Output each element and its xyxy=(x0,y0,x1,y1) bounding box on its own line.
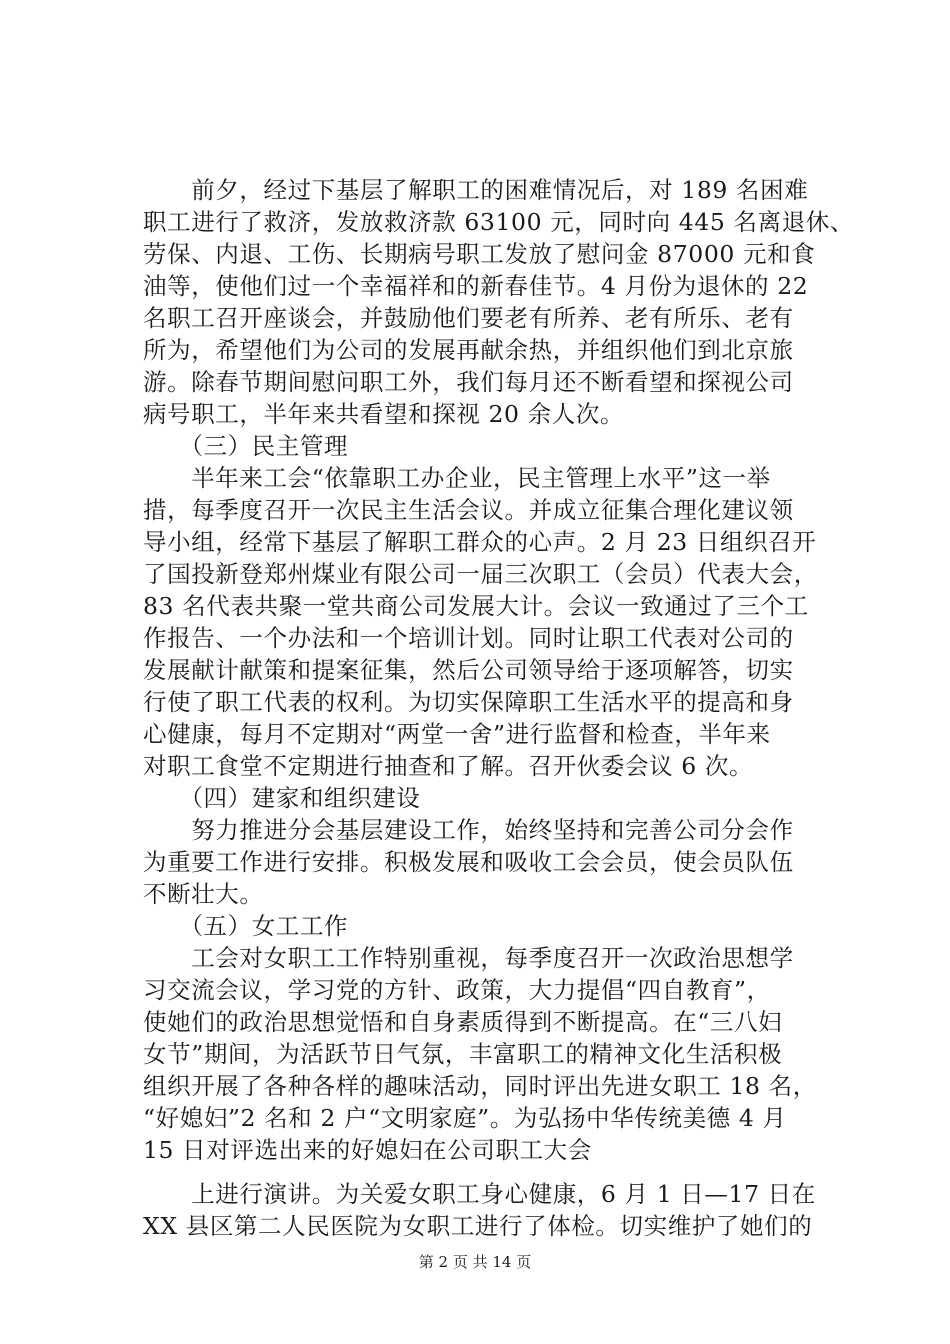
text-line: 了国投新登郑州煤业有限公司一届三次职工（会员）代表大会， xyxy=(143,560,818,588)
text-line: “好媳妇”2 名和 2 户“文明家庭”。为弘扬中华传统美德 4 月 xyxy=(143,1104,787,1132)
text-line: 工会对女职工工作特别重视，每季度召开一次政治思想学 xyxy=(143,944,794,972)
page-number: 第 2 页 共 14 页 xyxy=(418,1253,532,1271)
text-line: 措，每季度召开一次民主生活会议。并成立征集合理化建议领 xyxy=(143,496,794,524)
text-line: XX 县区第二人民医院为女职工进行了体检。切实维护了她们的 xyxy=(143,1212,813,1240)
text-line: 上进行演讲。为关爱女职工身心健康，6 月 1 日—17 日在 xyxy=(143,1180,816,1208)
text-line: 行使了职工代表的权利。为切实保障职工生活水平的提高和身 xyxy=(143,688,794,716)
text-line: 习交流会议，学习党的方针、政策，大力提倡“四自教育”， xyxy=(143,976,771,1004)
text-line: 使她们的政治思想觉悟和自身素质得到不断提高。在“三八妇 xyxy=(143,1008,783,1036)
text-line: 游。除春节期间慰问职工外，我们每月还不断看望和探视公司 xyxy=(143,368,794,396)
text-line: 15 日对评选出来的好媳妇在公司职工大会 xyxy=(143,1136,592,1164)
section-heading: （五）女工工作 xyxy=(143,912,349,940)
text-line: 女节”期间，为活跃节日气氛，丰富职工的精神文化生活积极 xyxy=(143,1040,783,1068)
text-line: 作报告、一个办法和一个培训计划。同时让职工代表对公司的 xyxy=(143,624,794,652)
text-line: 对职工食堂不定期进行抽查和了解。召开伙委会议 6 次。 xyxy=(143,752,754,780)
text-line: 名职工召开座谈会，并鼓励他们要老有所养、老有所乐、老有 xyxy=(143,304,794,332)
text-line: 努力推进分会基层建设工作，始终坚持和完善公司分会作 xyxy=(143,816,794,844)
section-heading: （三）民主管理 xyxy=(143,432,349,460)
text-line: 职工进行了救济，发放救济款 63100 元，同时向 445 名离退休、 xyxy=(143,208,854,236)
text-line: 油等，使他们过一个幸福祥和的新春佳节。4 月份为退休的 22 xyxy=(143,272,809,300)
text-line: 心健康，每月不定期对“两堂一舍”进行监督和检查，半年来 xyxy=(143,720,771,748)
text-line: 组织开展了各种各样的趣味活动，同时评出先进女职工 18 名， xyxy=(143,1072,817,1100)
text-line: 为重要工作进行安排。积极发展和吸收工会会员，使会员队伍 xyxy=(143,848,794,876)
text-line: 不断壮大。 xyxy=(143,880,264,908)
text-line: 83 名代表共聚一堂共商公司发展大计。会议一致通过了三个工 xyxy=(143,592,809,620)
text-line: 所为，希望他们为公司的发展再献余热，并组织他们到北京旅 xyxy=(143,336,794,364)
text-line: 半年来工会“依靠职工办企业，民主管理上水平”这一举 xyxy=(143,464,771,492)
text-line: 前夕，经过下基层了解职工的困难情况后，对 189 名困难 xyxy=(143,176,809,204)
text-line: 发展献计献策和提案征集，然后公司领导给于逐项解答，切实 xyxy=(143,656,794,684)
text-line: 病号职工，半年来共看望和探视 20 余人次。 xyxy=(143,400,625,428)
text-line: 导小组，经常下基层了解职工群众的心声。2 月 23 日组织召开 xyxy=(143,528,817,556)
section-heading: （四）建家和组织建设 xyxy=(143,784,421,812)
text-line: 劳保、内退、工伤、长期病号职工发放了慰问金 87000 元和食 xyxy=(143,240,816,268)
